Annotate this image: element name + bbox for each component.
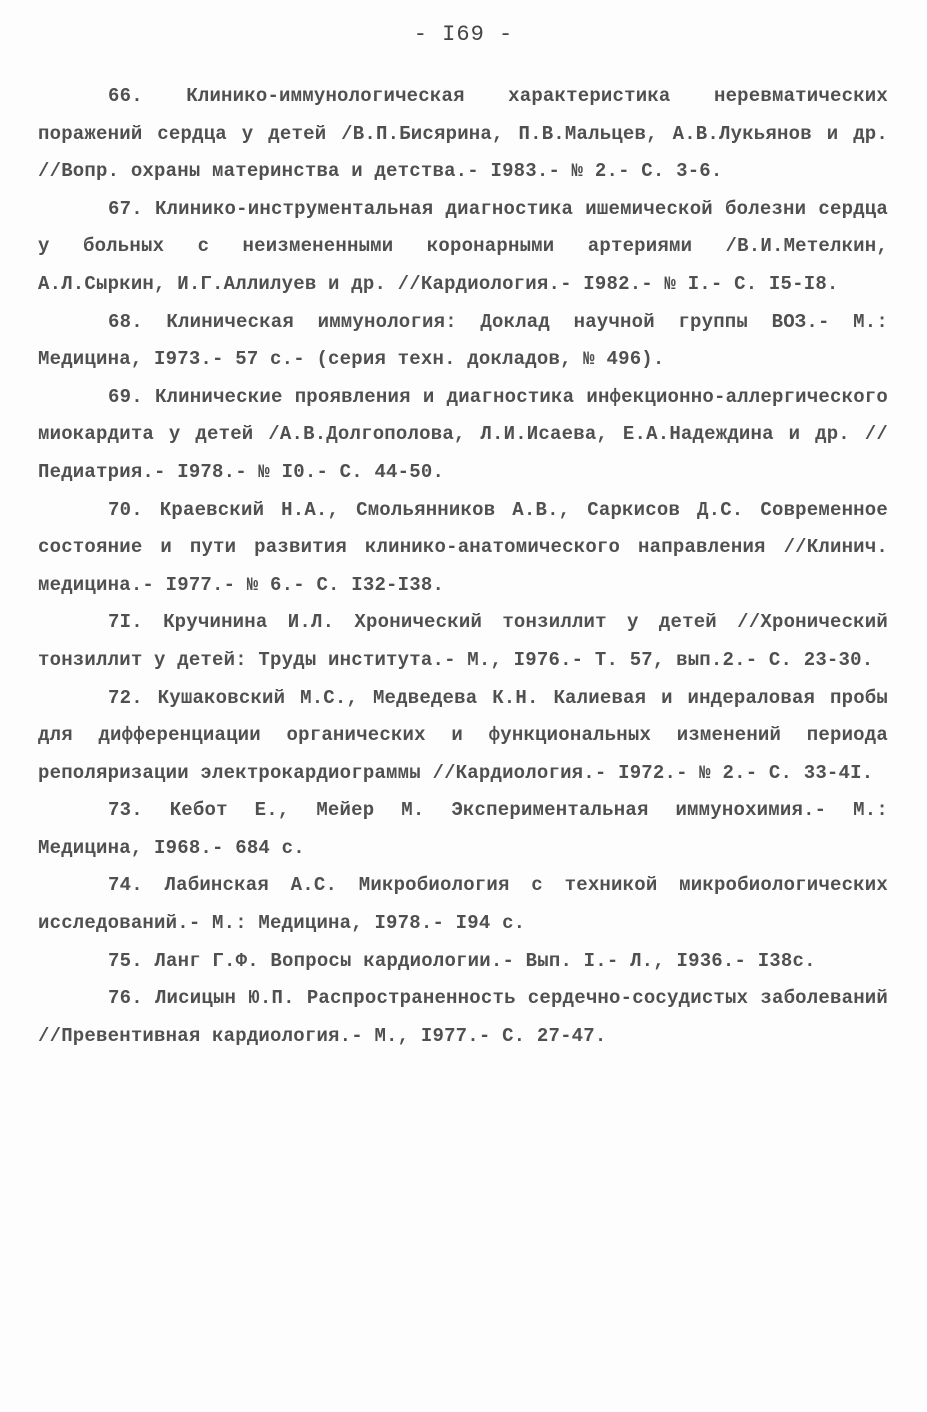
reference-entry-66: 66. Клинико-иммунологическая характеристика неревматических поражений сердца у детей /В.П.Бисярина, П.В.Мальцев, А.В.Лукьянов и др. //Вопр. охраны материнства и детства.- I983.- № 2.- С. 3-6. [38, 85, 888, 183]
page-number: - I69 - [413, 22, 514, 47]
reference-entry-74: 74. Лабинская А.С. Микробиология с техникой микробиологических исследований.- М.: Медицина, I978.- I94 с. [38, 874, 888, 935]
reference-entry-68: 68. Клиническая иммунология: Доклад научной группы ВОЗ.- М.: Медицина, I973.- 57 с.- (серия техн. докладов, № 496). [38, 310, 888, 371]
reference-entry-72: 72. Кушаковский М.С., Медведева К.Н. Калиевая и индераловая пробы для дифференциации органических и функциональных изменений периода реполяризации электрокардиограммы //Кардиология.- I972.- № 2.- С. 33-4I. [38, 686, 888, 784]
reference-entry-71: 7I. Кручинина И.Л. Хронический тонзиллит у детей //Хронический тонзиллит у детей: Труды института.- М., I976.- Т. 57, вып.2.- С. 23-30. [38, 611, 888, 671]
reference-list [38, 78, 888, 1055]
reference-entry-76: 76. Лисицын Ю.П. Распространенность сердечно-сосудистых заболеваний //Превентивная кардиология.- М., I977.- С. 27-47. [38, 987, 888, 1047]
reference-entry-69: 69. Клинические проявления и диагностика инфекционно-аллергического миокардита у детей /А.В.Долгополова, Л.И.Исаева, Е.А.Надеждина и др. //Педиатрия.- I978.- № I0.- С. 44-50. [38, 385, 888, 483]
reference-entry-70: 70. Краевский Н.А., Смольянников А.В., Саркисов Д.С. Современное состояние и пути развития клинико-анатомического направления //Клинич. медицина.- I977.- № 6.- С. I32-I38. [38, 498, 888, 596]
reference-entry-67: 67. Клинико-инструментальная диагностика ишемической болезни сердца у больных с неизмененными коронарными артериями /В.И.Метелкин, А.Л.Сыркин, И.Г.Аллилуев и др. //Кардиология.- I982.- № I.- С. I5-I8. [38, 197, 888, 295]
reference-entry-75: 75. Ланг Г.Ф. Вопросы кардиологии.- Вып. I.- Л., I936.- I38с. [108, 949, 816, 972]
reference-entry-73: 73. Кебот Е., Мейер М. Экспериментальная иммунохимия.- М.: Медицина, I968.- 684 с. [38, 799, 888, 859]
